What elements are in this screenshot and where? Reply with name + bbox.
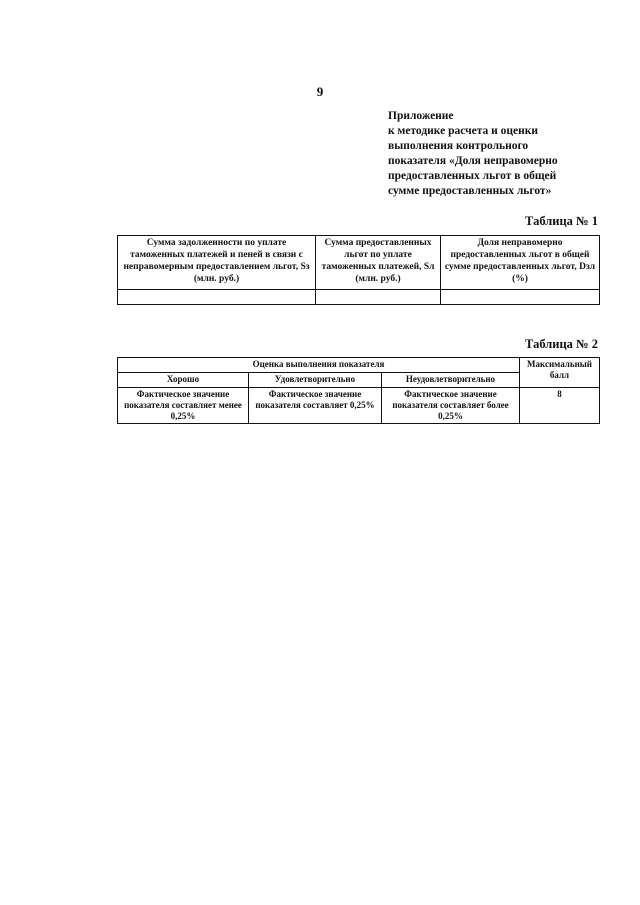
appendix-line: выполнения контрольного xyxy=(388,140,529,152)
table2 xyxy=(117,357,600,424)
table2-group-header: Оценка выполнения показателя xyxy=(118,358,520,373)
table1-header-share: Доля неправомерно предоставленных льгот в общей сумме предоставленных льгот, Dзл (%) xyxy=(441,236,600,290)
page-number: 9 xyxy=(316,84,324,99)
table2-cell-unsatisfactory: Фактическое значение показателя составляет более 0,25% xyxy=(382,388,520,424)
appendix-line: к методике расчета и оценки xyxy=(388,125,538,137)
table2-subheader-unsatisfactory: Неудовлетворительно xyxy=(382,373,520,388)
table2-subheader-satisfactory: Удовлетворительно xyxy=(249,373,382,388)
table1-caption: Таблица № 1 xyxy=(525,214,598,228)
table1-header-debt: Сумма задолженности по уплате таможенных платежей и пеней в связи с неправомерным предоставлением льгот, Sз (млн. руб.) xyxy=(118,236,316,290)
table2-cell-satisfactory: Фактическое значение показателя составляет 0,25% xyxy=(249,388,382,424)
table2-cell-good: Фактическое значение показателя составляет менее 0,25% xyxy=(118,388,249,424)
appendix-line: показателя «Доля неправомерно xyxy=(388,155,558,167)
table2-subheader-good: Хорошо xyxy=(118,373,249,388)
table1 xyxy=(117,235,600,305)
table1-cell xyxy=(316,290,441,305)
table2-max-header: Максимальный балл xyxy=(520,358,600,388)
appendix-line: сумме предоставленных льгот» xyxy=(388,185,552,197)
table2-max-value: 8 xyxy=(520,388,600,424)
table1-cell xyxy=(118,290,316,305)
table1-header-benefits: Сумма предоставленных льгот по уплате таможенных платежей, Sл (млн. руб.) xyxy=(316,236,441,290)
table1-cell xyxy=(441,290,600,305)
appendix-line: предоставленных льгот в общей xyxy=(388,170,557,182)
appendix-line: Приложение xyxy=(388,110,454,122)
appendix-heading xyxy=(388,109,603,199)
table2-caption: Таблица № 2 xyxy=(525,337,598,351)
